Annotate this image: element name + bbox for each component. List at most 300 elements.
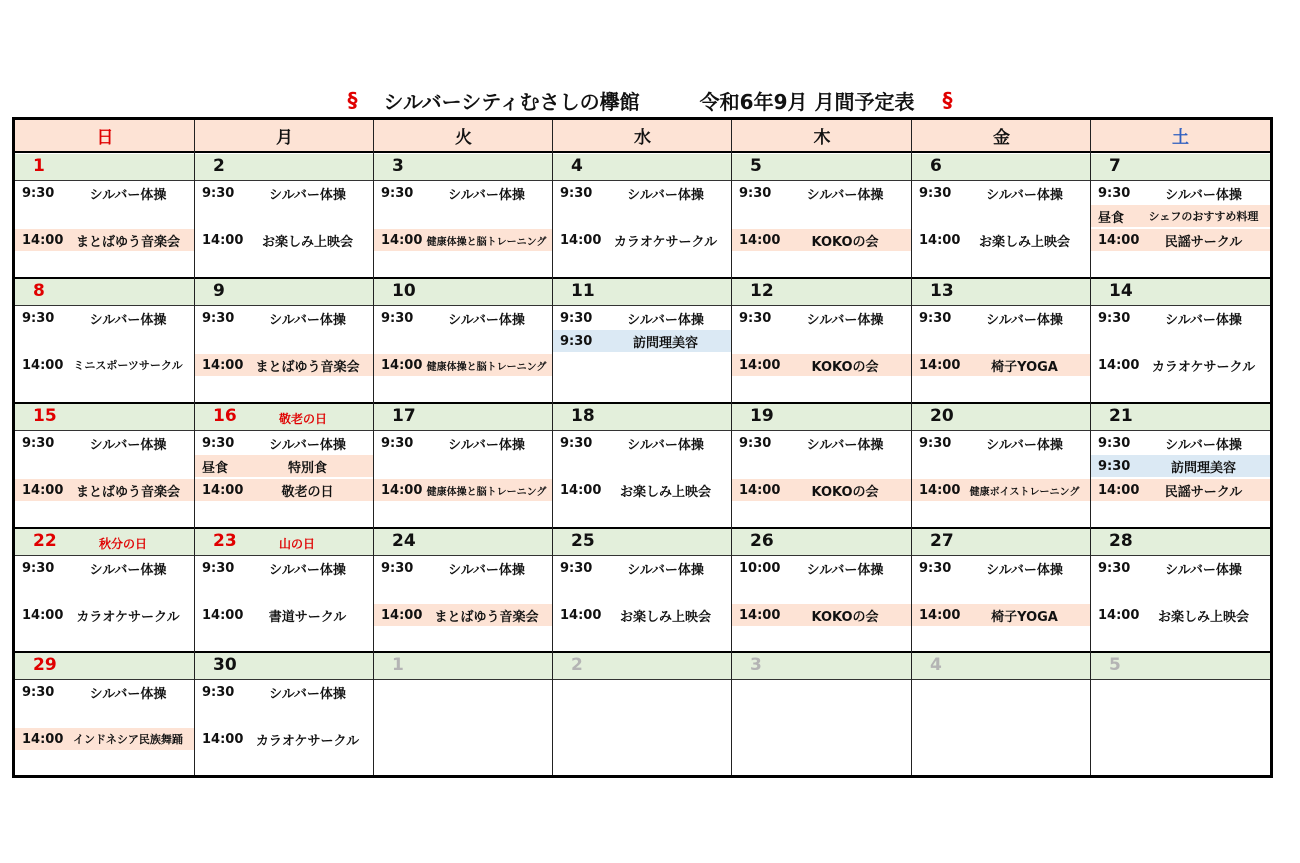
event-name: KOKOの会 — [811, 359, 879, 375]
event-row — [912, 432, 1091, 454]
holiday-label: 秋分の日 — [99, 537, 148, 551]
event-row — [1091, 229, 1270, 251]
day-cell — [912, 653, 1091, 777]
event-name: シルバー体操 — [448, 437, 525, 453]
day-number: 1 — [33, 156, 45, 176]
event-time: 14:00 — [381, 357, 423, 373]
event-name: KOKOの会 — [811, 609, 879, 625]
day-cell — [553, 154, 732, 278]
day-cell — [553, 279, 732, 403]
day-header — [15, 404, 195, 431]
event-time: 9:30 — [202, 435, 235, 451]
weekday-tuesday: 火 — [374, 120, 553, 151]
day-number: 22 — [33, 531, 57, 551]
day-header — [15, 529, 195, 556]
event-row — [15, 557, 195, 579]
day-number: 11 — [571, 281, 595, 301]
event-row — [374, 182, 553, 204]
event-time: 14:00 — [1098, 232, 1140, 248]
day-number: 9 — [213, 281, 225, 301]
day-cell — [912, 154, 1091, 278]
event-time: 9:30 — [919, 560, 952, 576]
event-row — [195, 681, 374, 703]
event-name: お楽しみ上映会 — [1157, 609, 1249, 625]
day-header — [732, 404, 912, 431]
section-mark-right: § — [942, 88, 953, 112]
day-header — [1091, 279, 1270, 306]
event-time: 9:30 — [919, 310, 952, 326]
day-cell — [732, 404, 912, 528]
monthly-calendar — [12, 117, 1273, 778]
event-name: シルバー体操 — [806, 187, 884, 203]
event-row — [195, 557, 374, 579]
event-name: シルバー体操 — [448, 187, 525, 203]
event-name: インドネシア民族舞踊 — [73, 733, 183, 746]
column-divider — [552, 120, 553, 775]
event-time: 9:30 — [1098, 310, 1131, 326]
day-number: 4 — [930, 655, 942, 675]
day-header — [553, 154, 732, 181]
event-time: 14:00 — [560, 482, 602, 498]
event-row — [374, 479, 553, 501]
event-row — [732, 604, 912, 626]
event-row — [1091, 307, 1270, 329]
event-name: まとばゆう音楽会 — [75, 484, 180, 500]
day-header — [912, 279, 1091, 306]
event-row — [374, 432, 553, 454]
event-name: シルバー体操 — [89, 187, 167, 203]
event-time: 14:00 — [919, 607, 961, 623]
event-row — [732, 557, 912, 579]
event-row — [553, 307, 732, 329]
day-cell — [195, 154, 374, 278]
section-mark-left: § — [347, 88, 358, 112]
event-time: 14:00 — [381, 232, 423, 248]
event-name: シェフのおすすめ料理 — [1148, 210, 1259, 223]
weekday-header-row — [15, 120, 1270, 153]
event-time: 9:30 — [381, 310, 414, 326]
event-name: お楽しみ上映会 — [261, 234, 353, 250]
event-name: シルバー体操 — [1165, 437, 1242, 453]
event-time: 14:00 — [22, 232, 64, 248]
event-time: 9:30 — [202, 684, 235, 700]
event-name: シルバー体操 — [986, 437, 1063, 453]
event-name: カラオケサークル — [613, 234, 718, 250]
day-cell — [195, 529, 374, 653]
event-name: カラオケサークル — [1151, 359, 1256, 375]
event-name: 民謡サークル — [1164, 484, 1243, 500]
event-time: 9:30 — [22, 560, 55, 576]
calendar-title — [0, 84, 1300, 116]
event-time: 14:00 — [202, 357, 244, 373]
event-name: シルバー体操 — [1165, 187, 1242, 203]
day-number: 3 — [392, 156, 404, 176]
day-number: 5 — [1109, 655, 1121, 675]
day-header — [732, 529, 912, 556]
event-row — [15, 354, 195, 376]
event-time: 9:30 — [560, 333, 593, 349]
event-name: シルバー体操 — [89, 686, 167, 702]
event-time: 9:30 — [560, 185, 593, 201]
day-cell — [374, 653, 553, 777]
day-header — [195, 279, 374, 306]
day-number: 18 — [571, 406, 595, 426]
event-row — [1091, 432, 1270, 454]
event-time: 9:30 — [202, 560, 235, 576]
day-cell — [732, 529, 912, 653]
event-row — [195, 432, 374, 454]
day-cell — [732, 653, 912, 777]
day-header — [374, 279, 553, 306]
event-time: 14:00 — [202, 607, 244, 623]
event-name: お楽しみ上映会 — [619, 609, 711, 625]
event-name: シルバー体操 — [627, 437, 704, 453]
event-time: 昼食 — [202, 460, 229, 476]
event-time: 9:30 — [919, 435, 952, 451]
day-number: 8 — [33, 281, 45, 301]
day-cell — [553, 529, 732, 653]
day-cell — [1091, 653, 1270, 777]
day-cell — [195, 653, 374, 777]
day-number: 30 — [213, 655, 237, 675]
day-number: 21 — [1109, 406, 1133, 426]
day-header — [553, 279, 732, 306]
day-header — [195, 653, 374, 680]
event-time: 14:00 — [22, 482, 64, 498]
event-name: 健康ボイストレーニング — [969, 486, 1080, 498]
holiday-label: 敬老の日 — [279, 412, 328, 426]
event-name: お楽しみ上映会 — [619, 484, 711, 500]
event-row — [1091, 604, 1270, 626]
day-cell — [374, 404, 553, 528]
event-time: 14:00 — [22, 607, 64, 623]
day-cell — [732, 279, 912, 403]
event-name: シルバー体操 — [448, 562, 525, 578]
weekday-thursday: 木 — [732, 120, 912, 151]
event-row — [15, 728, 195, 750]
event-row — [553, 330, 732, 352]
event-name: カラオケサークル — [76, 609, 180, 625]
event-row — [374, 354, 553, 376]
event-time: 9:30 — [560, 435, 593, 451]
event-name: シルバー体操 — [627, 562, 704, 578]
day-header — [912, 653, 1091, 680]
day-cell — [912, 279, 1091, 403]
event-name: 敬老の日 — [281, 484, 334, 500]
day-number: 13 — [930, 281, 954, 301]
day-cell — [15, 279, 195, 403]
event-name: 健康体操と脳トレーニング — [426, 486, 547, 498]
event-time: 14:00 — [739, 482, 781, 498]
event-row — [553, 479, 732, 501]
event-name: シルバー体操 — [269, 686, 346, 702]
event-row — [732, 432, 912, 454]
day-number: 24 — [392, 531, 416, 551]
weekday-sunday: 日 — [15, 120, 195, 151]
day-number: 23 — [213, 531, 237, 551]
day-header — [15, 279, 195, 306]
event-time: 9:30 — [22, 435, 55, 451]
event-row — [15, 432, 195, 454]
event-row — [1091, 205, 1270, 227]
event-name: シルバー体操 — [269, 312, 346, 328]
day-number: 17 — [392, 406, 416, 426]
day-number: 14 — [1109, 281, 1133, 301]
event-time: 14:00 — [560, 232, 602, 248]
day-cell — [374, 154, 553, 278]
day-number: 1 — [392, 655, 404, 675]
day-cell — [732, 154, 912, 278]
day-number: 28 — [1109, 531, 1133, 551]
day-number: 6 — [930, 156, 942, 176]
day-header — [195, 154, 374, 181]
event-name: シルバー体操 — [986, 562, 1063, 578]
day-cell — [1091, 529, 1270, 653]
day-number: 2 — [571, 655, 583, 675]
event-row — [195, 229, 374, 251]
day-cell — [374, 279, 553, 403]
event-row — [195, 728, 374, 750]
event-row — [912, 479, 1091, 501]
event-row — [195, 604, 374, 626]
day-cell — [15, 653, 195, 777]
day-header — [553, 404, 732, 431]
day-header — [1091, 154, 1270, 181]
event-name: シルバー体操 — [806, 312, 884, 328]
day-header — [374, 529, 553, 556]
event-time: 9:30 — [381, 435, 414, 451]
holiday-label: 山の日 — [279, 537, 316, 551]
event-time: 9:30 — [381, 560, 414, 576]
day-number: 15 — [33, 406, 57, 426]
event-time: 9:30 — [22, 185, 55, 201]
event-name: ミニスポーツサークル — [73, 359, 183, 372]
event-time: 9:30 — [739, 185, 772, 201]
day-number: 5 — [750, 156, 762, 176]
event-time: 14:00 — [381, 607, 423, 623]
event-row — [1091, 455, 1270, 477]
event-time: 10:00 — [739, 560, 781, 576]
event-row — [1091, 354, 1270, 376]
event-name: 健康体操と脳トレーニング — [426, 236, 547, 248]
day-header — [732, 653, 912, 680]
event-name: シルバー体操 — [89, 437, 167, 453]
event-time: 14:00 — [202, 482, 244, 498]
column-divider — [731, 120, 732, 775]
event-name: シルバー体操 — [89, 312, 167, 328]
day-cell — [553, 404, 732, 528]
event-name: 椅子YOGA — [991, 609, 1058, 625]
day-number: 2 — [213, 156, 225, 176]
event-row — [553, 604, 732, 626]
event-time: 9:30 — [381, 185, 414, 201]
day-number: 12 — [750, 281, 774, 301]
day-header — [15, 154, 195, 181]
day-cell — [15, 404, 195, 528]
event-time: 14:00 — [1098, 607, 1140, 623]
event-row — [15, 479, 195, 501]
day-cell — [1091, 404, 1270, 528]
event-time: 9:30 — [1098, 458, 1131, 474]
event-row — [15, 604, 195, 626]
event-time: 14:00 — [202, 232, 244, 248]
event-row — [553, 182, 732, 204]
event-time: 14:00 — [739, 357, 781, 373]
day-header — [912, 529, 1091, 556]
event-row — [374, 604, 553, 626]
day-header — [15, 653, 195, 680]
event-name: シルバー体操 — [806, 562, 884, 578]
event-row — [732, 354, 912, 376]
day-number: 4 — [571, 156, 583, 176]
event-time: 昼食 — [1098, 210, 1125, 226]
event-row — [374, 307, 553, 329]
event-time: 9:30 — [560, 560, 593, 576]
event-name: 椅子YOGA — [991, 359, 1058, 375]
event-name: シルバー体操 — [986, 187, 1063, 203]
event-time: 9:30 — [202, 310, 235, 326]
event-row — [732, 182, 912, 204]
event-time: 14:00 — [919, 357, 961, 373]
event-row — [195, 479, 374, 501]
day-number: 27 — [930, 531, 954, 551]
event-name: まとばゆう音楽会 — [434, 609, 539, 625]
event-name: シルバー体操 — [1165, 312, 1242, 328]
event-name: KOKOの会 — [811, 484, 879, 500]
event-time: 9:30 — [919, 185, 952, 201]
event-row — [912, 229, 1091, 251]
event-name: シルバー体操 — [627, 312, 704, 328]
day-number: 7 — [1109, 156, 1121, 176]
event-row — [912, 354, 1091, 376]
event-row — [912, 557, 1091, 579]
day-header — [1091, 404, 1270, 431]
event-time: 14:00 — [739, 232, 781, 248]
event-name: シルバー体操 — [269, 562, 346, 578]
event-row — [15, 182, 195, 204]
event-name: シルバー体操 — [269, 187, 346, 203]
event-name: シルバー体操 — [806, 437, 884, 453]
event-name: 特別食 — [287, 460, 327, 476]
event-name: シルバー体操 — [448, 312, 525, 328]
day-header — [912, 404, 1091, 431]
day-header — [195, 529, 374, 556]
event-name: まとばゆう音楽会 — [255, 359, 360, 375]
day-cell — [374, 529, 553, 653]
event-row — [1091, 557, 1270, 579]
event-row — [374, 557, 553, 579]
weekday-friday: 金 — [912, 120, 1091, 151]
day-header — [374, 404, 553, 431]
day-cell — [195, 404, 374, 528]
event-row — [374, 229, 553, 251]
day-cell — [15, 154, 195, 278]
event-name: お楽しみ上映会 — [978, 234, 1070, 250]
day-number: 16 — [213, 406, 237, 426]
event-time: 9:30 — [1098, 185, 1131, 201]
event-name: シルバー体操 — [269, 437, 346, 453]
event-row — [1091, 479, 1270, 501]
event-time: 14:00 — [919, 482, 961, 498]
event-name: まとばゆう音楽会 — [75, 234, 180, 250]
event-time: 9:30 — [560, 310, 593, 326]
event-time: 9:30 — [22, 684, 55, 700]
event-row — [553, 557, 732, 579]
event-time: 9:30 — [739, 435, 772, 451]
event-time: 9:30 — [202, 185, 235, 201]
event-row — [1091, 182, 1270, 204]
event-row — [553, 432, 732, 454]
event-name: シルバー体操 — [89, 562, 167, 578]
event-row — [912, 182, 1091, 204]
event-row — [195, 455, 374, 477]
day-cell — [912, 404, 1091, 528]
weekday-wednesday: 水 — [553, 120, 732, 151]
day-number: 3 — [750, 655, 762, 675]
day-cell — [1091, 279, 1270, 403]
day-cell — [1091, 154, 1270, 278]
event-name: 健康体操と脳トレーニング — [426, 361, 547, 373]
day-header — [912, 154, 1091, 181]
event-row — [15, 229, 195, 251]
event-row — [195, 354, 374, 376]
day-number: 29 — [33, 655, 57, 675]
event-time: 14:00 — [919, 232, 961, 248]
event-row — [732, 229, 912, 251]
event-name: 書道サークル — [268, 609, 347, 625]
day-header — [374, 653, 553, 680]
event-name: シルバー体操 — [1165, 562, 1242, 578]
day-header — [1091, 529, 1270, 556]
event-time: 14:00 — [381, 482, 423, 498]
event-row — [195, 307, 374, 329]
day-header — [553, 653, 732, 680]
event-time: 14:00 — [1098, 357, 1140, 373]
event-row — [732, 479, 912, 501]
day-cell — [15, 529, 195, 653]
facility-name: シルバーシティむさしの欅館 — [383, 89, 640, 114]
event-time: 9:30 — [22, 310, 55, 326]
event-row — [553, 229, 732, 251]
day-number: 26 — [750, 531, 774, 551]
day-cell — [912, 529, 1091, 653]
event-row — [15, 307, 195, 329]
event-time: 14:00 — [560, 607, 602, 623]
day-header — [732, 279, 912, 306]
day-header — [195, 404, 374, 431]
event-name: 民謡サークル — [1164, 234, 1243, 250]
day-number: 19 — [750, 406, 774, 426]
event-time: 14:00 — [22, 731, 64, 747]
event-row — [195, 182, 374, 204]
day-number: 20 — [930, 406, 954, 426]
day-cell — [195, 279, 374, 403]
event-row — [732, 307, 912, 329]
day-number: 10 — [392, 281, 416, 301]
event-name: カラオケサークル — [255, 733, 360, 749]
column-divider — [1090, 120, 1091, 775]
weekday-monday: 月 — [195, 120, 374, 151]
column-divider — [911, 120, 912, 775]
event-name: シルバー体操 — [627, 187, 704, 203]
event-row — [912, 307, 1091, 329]
calendar-period: 令和6年9月 月間予定表 — [699, 89, 915, 114]
day-number: 25 — [571, 531, 595, 551]
event-time: 14:00 — [202, 731, 244, 747]
event-time: 9:30 — [1098, 435, 1131, 451]
event-row — [912, 604, 1091, 626]
weekday-saturday: 土 — [1091, 120, 1270, 151]
